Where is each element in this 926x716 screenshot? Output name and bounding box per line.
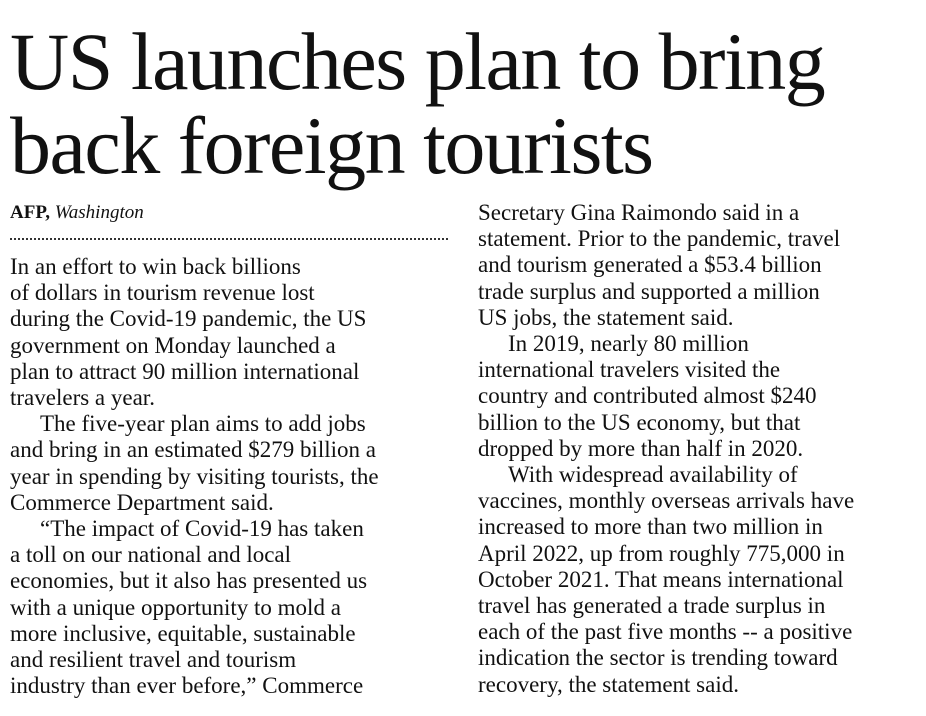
headline-line-2: back foreign tourists (10, 100, 653, 191)
article-column-left (10, 200, 450, 699)
text-line: plan to attract 90 million international (10, 358, 360, 384)
text-line: each of the past five months -- a positive (478, 619, 853, 645)
text-line: trade surplus and supported a million (478, 278, 820, 304)
text-line: billion to the US economy, but that (478, 409, 801, 435)
text-line: with a unique opportunity to mold a (10, 594, 341, 620)
byline-agency: AFP, (10, 202, 50, 223)
paragraph (10, 411, 450, 516)
text-line: April 2022, up from roughly 775,000 in (478, 540, 845, 566)
text-line: of dollars in tourism revenue lost (10, 280, 315, 306)
article-column-right (478, 200, 918, 698)
text-line: and bring in an estimated $279 billion a (10, 437, 377, 463)
text-line: during the Covid-19 pandemic, the US (10, 306, 367, 332)
headline (10, 16, 920, 191)
text-line: indication the sector is trending toward (478, 645, 838, 671)
text-line: US jobs, the statement said. (478, 304, 734, 330)
text-line: travel has generated a trade surplus in (478, 593, 826, 619)
text-line: “The impact of Covid-19 has taken (40, 516, 364, 542)
paragraph (10, 254, 450, 411)
text-line: recovery, the statement said. (478, 671, 739, 697)
text-line: a toll on our national and local (10, 542, 292, 568)
text-line: In an effort to win back billions (10, 254, 301, 279)
text-line: international travelers visited the (478, 357, 781, 383)
text-line: statement. Prior to the pandemic, travel (478, 226, 841, 252)
text-line: dropped by more than half in 2020. (478, 435, 804, 461)
paragraph (10, 516, 450, 699)
text-line: industry than ever before,” Commerce (10, 673, 364, 699)
text-line: Secretary Gina Raimondo said in a (478, 200, 800, 225)
text-line: economies, but it also has presented us (10, 568, 368, 594)
paragraph (478, 200, 918, 331)
byline-divider (10, 238, 448, 240)
byline (10, 200, 450, 226)
text-line: In 2019, nearly 80 million (508, 331, 749, 357)
text-line: Commerce Department said. (10, 489, 274, 515)
paragraph (478, 331, 918, 462)
text-line: October 2021. That means international (478, 566, 844, 592)
text-line: increased to more than two million in (478, 514, 823, 540)
text-line: year in spending by visiting tourists, the (10, 463, 379, 489)
text-line: The five-year plan aims to add jobs (40, 411, 366, 437)
text-line: and resilient travel and tourism (10, 647, 297, 673)
text-line: country and contributed almost $240 (478, 383, 817, 409)
text-line: travelers a year. (10, 385, 155, 411)
text-line: With widespread availability of (508, 462, 798, 488)
byline-dateline: Washington (54, 202, 144, 223)
text-line: and tourism generated a $53.4 billion (478, 252, 822, 278)
text-line: vaccines, monthly overseas arrivals have (478, 488, 855, 514)
text-line: government on Monday launched a (10, 332, 336, 358)
text-line: more inclusive, equitable, sustainable (10, 620, 356, 646)
headline-line-1: US launches plan to bring (10, 16, 825, 107)
paragraph (478, 462, 918, 698)
